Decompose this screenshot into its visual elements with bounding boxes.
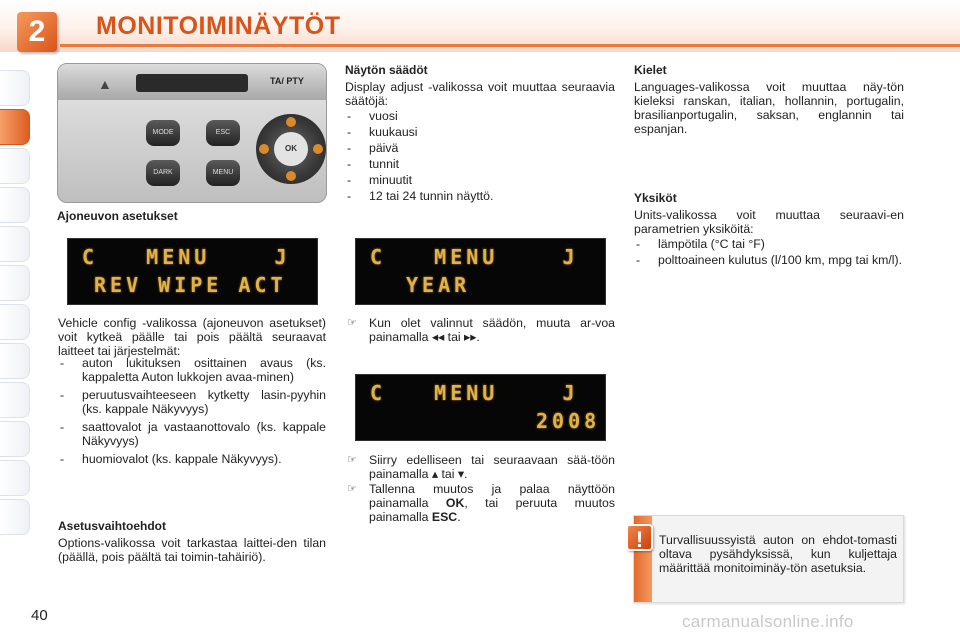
arrow-up-icon xyxy=(286,117,296,127)
lcd-value-line: YEAR xyxy=(406,273,471,297)
list-item: - huomiovalot (ks. kappale Näkyvyys). xyxy=(58,452,326,466)
image-caption: Ajoneuvon asetukset xyxy=(57,209,178,223)
bullet-text: Tallenna muutos ja palaa näyttöön painamalla xyxy=(369,482,615,510)
arrow-right-icon xyxy=(313,144,323,154)
pointing-hand-icon: ☞ xyxy=(347,483,357,495)
chapter-tab[interactable] xyxy=(0,343,30,379)
ta-pty-label: TA/ PTY xyxy=(270,76,304,86)
lcd-menu-line: C MENU J xyxy=(370,381,579,405)
chapter-tab[interactable] xyxy=(0,382,30,418)
pointing-hand-icon: ☞ xyxy=(347,454,357,466)
list-item: - auton lukituksen osittainen avaus (ks. kappaletta Auton lukkojen avaa-minen) xyxy=(58,356,326,384)
bullet-adjust-value xyxy=(347,316,615,344)
units-list xyxy=(634,237,904,267)
ok-button: OK xyxy=(274,132,308,166)
vehicle-config-intro: Vehicle config -valikossa (ajoneuvon asetukset) voit kytkeä päälle tai pois päältä seuraavat laitteet tai järjestelmät: xyxy=(58,316,326,358)
chapter-tab[interactable] xyxy=(0,499,30,535)
esc-button: ESC xyxy=(206,120,240,146)
chapter-tab[interactable] xyxy=(0,460,30,496)
bullet-text: Kun olet valinnut säädön, muuta ar-voa painamalla ◂◂ tai ▸▸. xyxy=(369,316,615,344)
page-title: MONITOIMINÄYTÖT xyxy=(96,12,341,40)
esc-key-label: ESC xyxy=(431,510,458,524)
options-heading: Asetusvaihtoehdot xyxy=(58,519,167,533)
warning-exclamation-icon: ! xyxy=(626,524,653,551)
lcd-display-vehicle-config xyxy=(67,238,318,305)
bullet-save xyxy=(347,482,615,524)
lcd-value-line: 2008 xyxy=(536,409,601,433)
arrow-left-icon xyxy=(259,144,269,154)
chapter-tab[interactable] xyxy=(0,265,30,301)
ok-key-label: OK xyxy=(445,496,465,510)
menu-button: MENU xyxy=(206,160,240,186)
list-item: - minuutit xyxy=(345,173,615,187)
languages-text: Languages-valikossa voit muuttaa näy-tön kieleksi ranskan, italian, hollannin, portugalin, brasilianportugalin, saksan, englannin tai espanjan. xyxy=(634,80,904,136)
list-item: - 12 tai 24 tunnin näyttö. xyxy=(345,189,615,203)
lcd-value-line: REV WIPE ACT xyxy=(94,273,287,297)
bullet-text: Siirry edelliseen tai seuraavaan sää-töön painamalla ▴ tai ▾. xyxy=(369,453,615,481)
header-rule xyxy=(60,44,960,47)
units-heading: Yksiköt xyxy=(634,191,677,205)
list-item: - tunnit xyxy=(345,157,615,171)
list-item: - saattovalot ja vastaanottovalo (ks. kappale Näkyvyys) xyxy=(58,420,326,448)
chapter-tabs xyxy=(0,70,34,538)
lcd-menu-line: C MENU J xyxy=(82,245,291,269)
chapter-tab[interactable] xyxy=(0,70,30,106)
bullet-text: , tai peruuta muutos painamalla xyxy=(369,496,616,524)
languages-heading: Kielet xyxy=(634,63,667,77)
lcd-display-year-value xyxy=(355,374,606,441)
chapter-tab[interactable] xyxy=(0,187,30,223)
lcd-display-year xyxy=(355,238,606,305)
hazard-icon: ▲ xyxy=(98,76,112,92)
display-adjust-heading: Näytön säädöt xyxy=(345,63,428,77)
list-item: - kuukausi xyxy=(345,125,615,139)
lcd-menu-line: C MENU J xyxy=(370,245,579,269)
chapter-tab[interactable] xyxy=(0,148,30,184)
chapter-tab[interactable] xyxy=(0,226,30,262)
display-adjust-list xyxy=(345,109,615,203)
display-adjust-intro: Display adjust -valikossa voit muuttaa seuraavia säätöjä: xyxy=(345,80,615,108)
units-intro: Units-valikossa voit muuttaa seuraavi-en parametrien yksiköitä: xyxy=(634,208,904,236)
pointing-hand-icon: ☞ xyxy=(347,317,357,329)
page-number: 40 xyxy=(31,607,48,624)
control-panel-photo xyxy=(57,63,327,203)
bullet-text: . xyxy=(457,510,461,524)
cd-slot xyxy=(136,74,248,92)
list-item: - polttoaineen kulutus (l/100 km, mpg tai km/l). xyxy=(634,253,904,267)
mode-button: MODE xyxy=(146,120,180,146)
list-item: - lämpötila (°C tai °F) xyxy=(634,237,904,251)
list-item: - vuosi xyxy=(345,109,615,123)
chapter-tab[interactable] xyxy=(0,304,30,340)
chapter-tab-active[interactable] xyxy=(0,109,30,145)
vehicle-config-list xyxy=(58,356,326,466)
list-item: - päivä xyxy=(345,141,615,155)
bullet-navigate xyxy=(347,453,615,481)
chapter-tab[interactable] xyxy=(0,421,30,457)
arrow-down-icon xyxy=(286,171,296,181)
dark-button: DARK xyxy=(146,160,180,186)
options-text: Options-valikossa voit tarkastaa laittei-den tilan (päällä, pois päältä tai toimin-tahäiriö). xyxy=(58,536,326,564)
warning-text: Turvallisuussyistä auton on ehdot-tomasti oltava pysähdyksissä, kun kuljettaja määrittää monitoiminäy-tön asetuksia. xyxy=(659,533,897,575)
chapter-badge: 2 xyxy=(17,12,57,52)
list-item: - peruutusvaihteeseen kytketty lasin-pyyhin (ks. kappale Näkyvyys) xyxy=(58,388,326,416)
watermark: carmanualsonline.info xyxy=(682,612,854,631)
